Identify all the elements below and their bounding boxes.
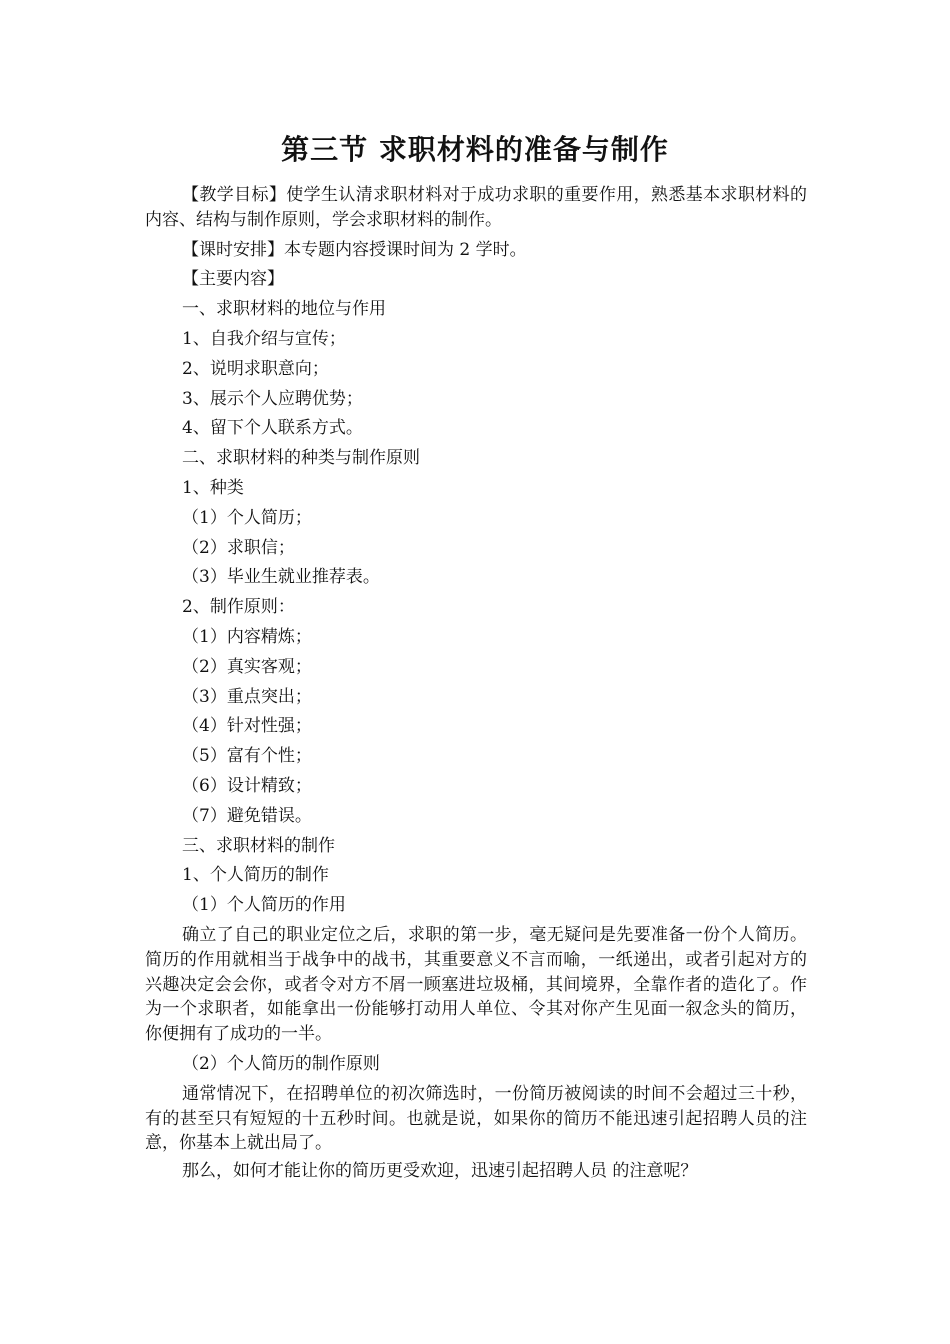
list-item: （4）针对性强； <box>182 716 312 737</box>
list-item: （2）求职信； <box>182 537 295 558</box>
subsection-heading: （2）个人简历的制作原则 <box>182 1053 380 1074</box>
subsection-heading: 2、制作原则： <box>182 597 295 618</box>
list-item: （2）真实客观； <box>182 656 312 677</box>
list-item: （3）毕业生就业推荐表。 <box>182 567 380 588</box>
section-heading: 三、求职材料的制作 <box>182 835 335 856</box>
list-item: （1）内容精炼； <box>182 626 312 647</box>
body-paragraph: 通常情况下，在招聘单位的初次筛选时，一份简历被阅读的时间不会超过三十秒，有的甚至只有短短的十五秒时间。也就是说，如果你的简历不能迅速引起招聘人员的注意，你基本上就出局了。 <box>145 1083 807 1154</box>
subsection-heading: （1）个人简历的作用 <box>182 895 346 916</box>
list-item: （3）重点突出； <box>182 686 312 707</box>
list-item: （6）设计精致； <box>182 775 312 796</box>
section-heading: 一、求职材料的地位与作用 <box>182 299 386 320</box>
list-item: （5）富有个性； <box>182 746 312 767</box>
body-paragraph: 确立了自己的职业定位之后，求职的第一步，毫无疑问是先要准备一份个人简历。简历的作用就相当于战争中的战书，其重要意义不言而喻，一纸递出，或者引起对方的兴趣决定会会你，或者令对方不屑一顾塞进垃圾桶，其间境界，全靠作者的造化了。作为一个求职者，如能拿出一份能够打动用人单位、令其对你产生见面一叙念头的简历，你便拥有了成功的一半。 <box>145 924 807 1045</box>
teaching-goal-paragraph: 【教学目标】使学生认清求职材料对于成功求职的重要作用，熟悉基本求职材料的内容、结构与制作原则，学会求职材料的制作。 <box>145 185 807 230</box>
subsection-heading: 1、个人简历的制作 <box>182 865 329 886</box>
list-item: 3、展示个人应聘优势； <box>182 388 363 409</box>
list-item: 2、说明求职意向； <box>182 358 329 379</box>
document-body <box>145 183 807 1187</box>
main-content-heading: 【主要内容】 <box>182 269 284 290</box>
list-item: 1、自我介绍与宣传； <box>182 328 346 349</box>
list-item: （7）避免错误。 <box>182 805 312 826</box>
section-heading: 二、求职材料的种类与制作原则 <box>182 448 420 469</box>
page-title: 第三节 求职材料的准备与制作 <box>281 133 669 166</box>
schedule-line: 【课时安排】本专题内容授课时间为 2 学时。 <box>182 239 527 260</box>
list-item: （1）个人简历； <box>182 507 312 528</box>
body-paragraph: 那么，如何才能让你的简历更受欢迎，迅速引起招聘人员 的注意呢？ <box>182 1161 698 1182</box>
subsection-heading: 1、种类 <box>182 477 244 498</box>
list-item: 4、留下个人联系方式。 <box>182 418 363 439</box>
